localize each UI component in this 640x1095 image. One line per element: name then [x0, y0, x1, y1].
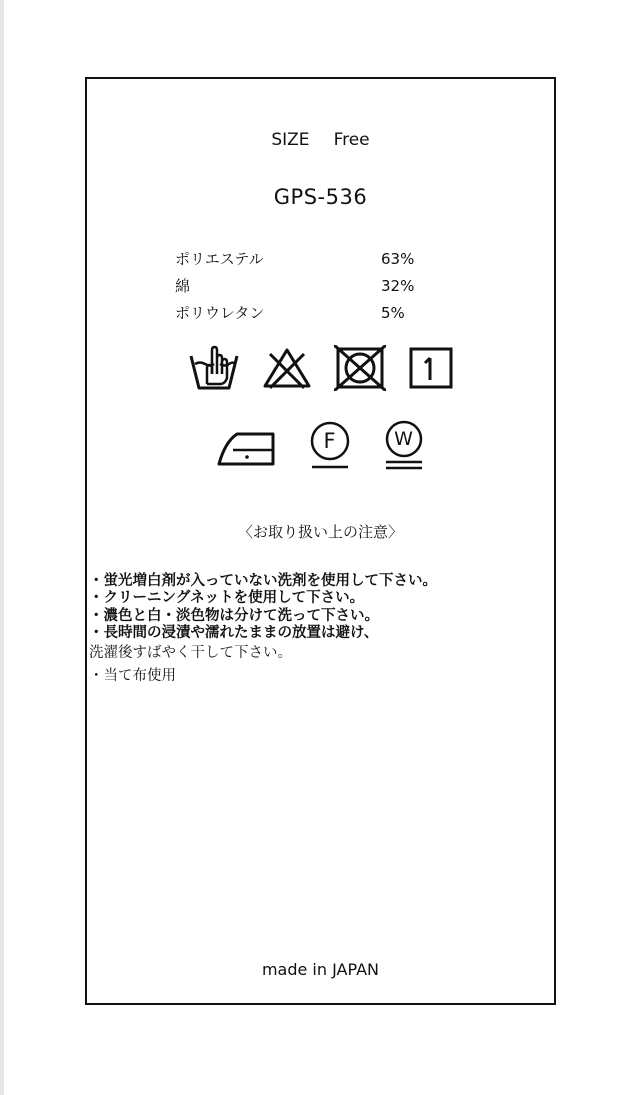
fabric-percent: 63%: [381, 249, 415, 268]
wet-clean-w-icon: [383, 419, 425, 471]
fabric-row: [175, 272, 414, 299]
hand-wash-tub-icon: [188, 344, 240, 392]
care-notes: [89, 573, 437, 685]
care-note: 洗濯後すばやく干して下さい。: [89, 644, 292, 661]
wet-clean-letter: W: [394, 428, 413, 450]
care-symbols-row2: [87, 419, 554, 471]
country-of-origin: made in JAPAN: [261, 960, 380, 979]
fabric-name: ポリエステル: [175, 250, 264, 268]
care-label: [85, 77, 556, 1005]
no-bleach-icon: [262, 346, 312, 390]
care-symbols-row1: [87, 344, 554, 392]
page-edge: [0, 0, 4, 1095]
care-note: ・濃色と白・淡色物は分けて洗って下さい。: [89, 607, 379, 624]
care-note: ・蛍光増白剤が入っていない洗剤を使用して下さい。: [89, 573, 437, 589]
fabric-percent: 5%: [381, 303, 405, 322]
dry-clean-letter: F: [323, 429, 336, 453]
no-tumble-dry-icon: [334, 345, 386, 391]
size-row: [87, 130, 554, 150]
care-instructions-title: 〈お取り扱い上の注意〉: [237, 523, 403, 541]
care-note: ・当て布使用: [89, 667, 176, 684]
fabric-percent: 32%: [381, 276, 415, 295]
size-label: SIZE: [271, 130, 310, 150]
line-dry-icon: [408, 346, 454, 390]
size-value: Free: [333, 130, 370, 150]
iron-low-icon: [217, 422, 277, 468]
care-note: ・長時間の浸漬や濡れたままの放置は避け、: [89, 625, 379, 642]
fabric-name: 綿: [175, 277, 191, 295]
fabric-row: [175, 299, 414, 326]
care-note: ・クリーニングネットを使用して下さい。: [89, 590, 365, 607]
model-number: GPS-536: [273, 185, 368, 209]
fabric-row: [175, 245, 414, 272]
dry-clean-f-icon: [309, 420, 351, 470]
fabric-composition: [175, 245, 414, 326]
fabric-name: ポリウレタン: [175, 304, 265, 322]
